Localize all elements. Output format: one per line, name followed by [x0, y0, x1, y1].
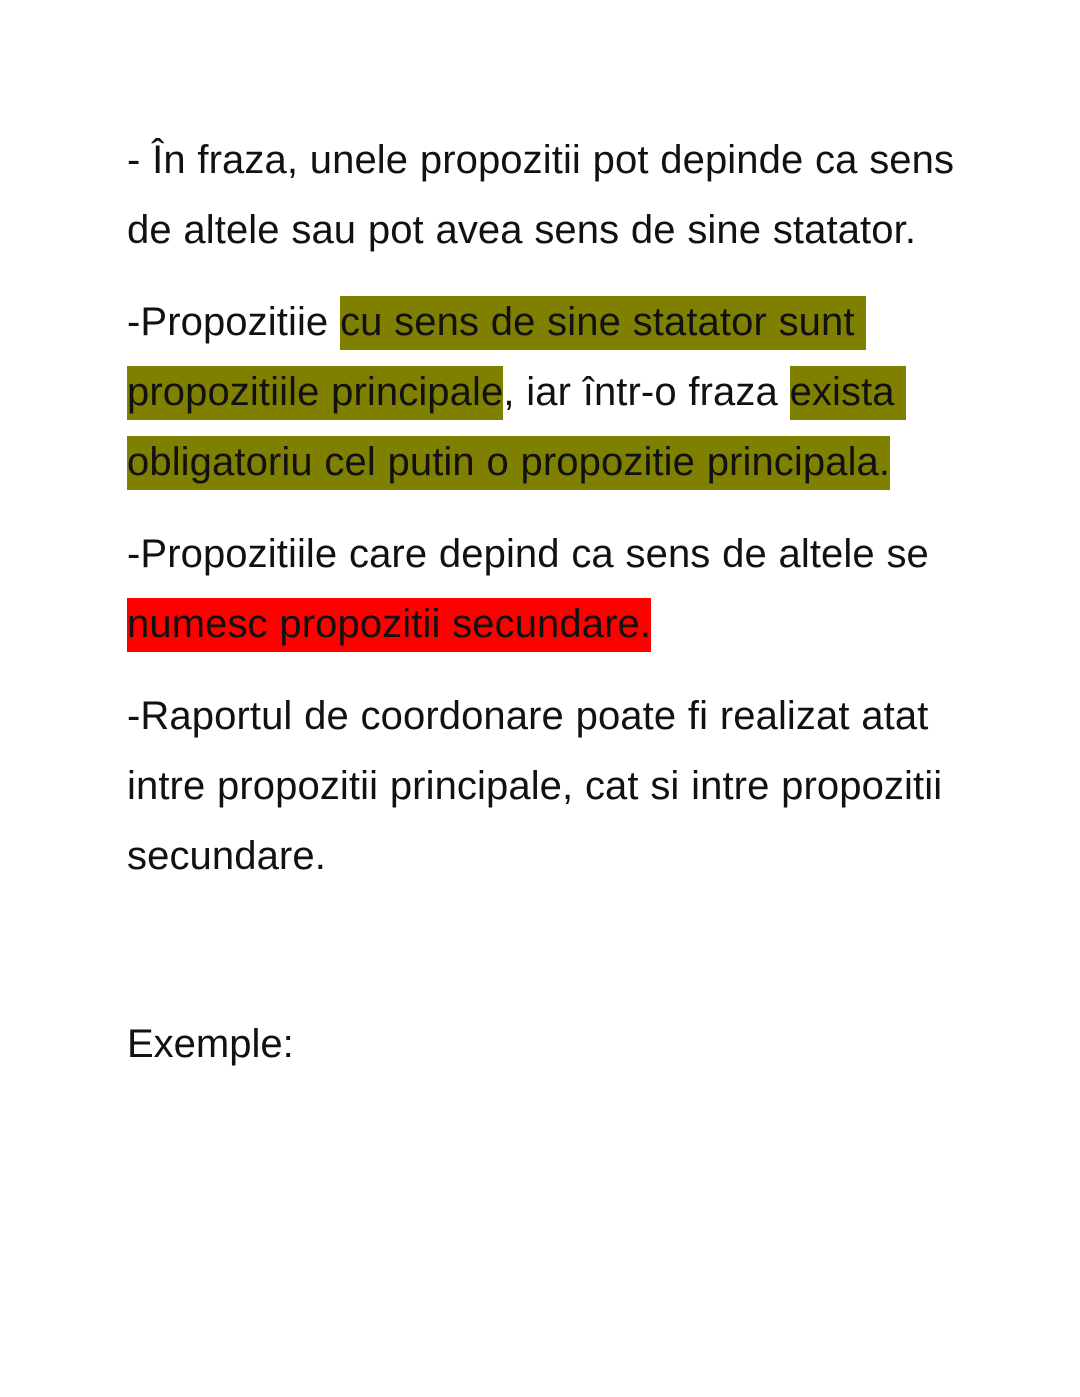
paragraph-main-clauses — [127, 287, 967, 497]
highlight-red-secondary-clause-definition: numesc propozitii secundare. — [127, 598, 651, 652]
paragraph-intro — [127, 125, 967, 265]
blank-line-spacer — [127, 891, 967, 1009]
text-run-plain: -Propozitiie — [127, 300, 340, 344]
paragraph-secondary-clauses — [127, 519, 967, 659]
document-body — [127, 125, 967, 1079]
section-heading-examples: Exemple: — [127, 1022, 294, 1066]
highlight-olive-main-clause-definition: cu sens de sine statator sunt propozitiile principale — [127, 296, 866, 420]
text-run-plain: -Raportul de coordonare poate fi realizat atat intre propozitii principale, cat si intre propozitii secundare. — [127, 694, 954, 878]
highlight-olive-mandatory-main-clause: exista obligatoriu cel putin o propozitie principala. — [127, 366, 906, 490]
text-run-plain: , iar într-o fraza — [503, 370, 790, 414]
paragraph-coordination-relation — [127, 681, 967, 891]
text-run-plain: -Propozitiile care depind ca sens de altele se — [127, 532, 941, 576]
text-run-plain: - În fraza, unele propozitii pot depinde ca sens de altele sau pot avea sens de sine statator. — [127, 138, 966, 252]
